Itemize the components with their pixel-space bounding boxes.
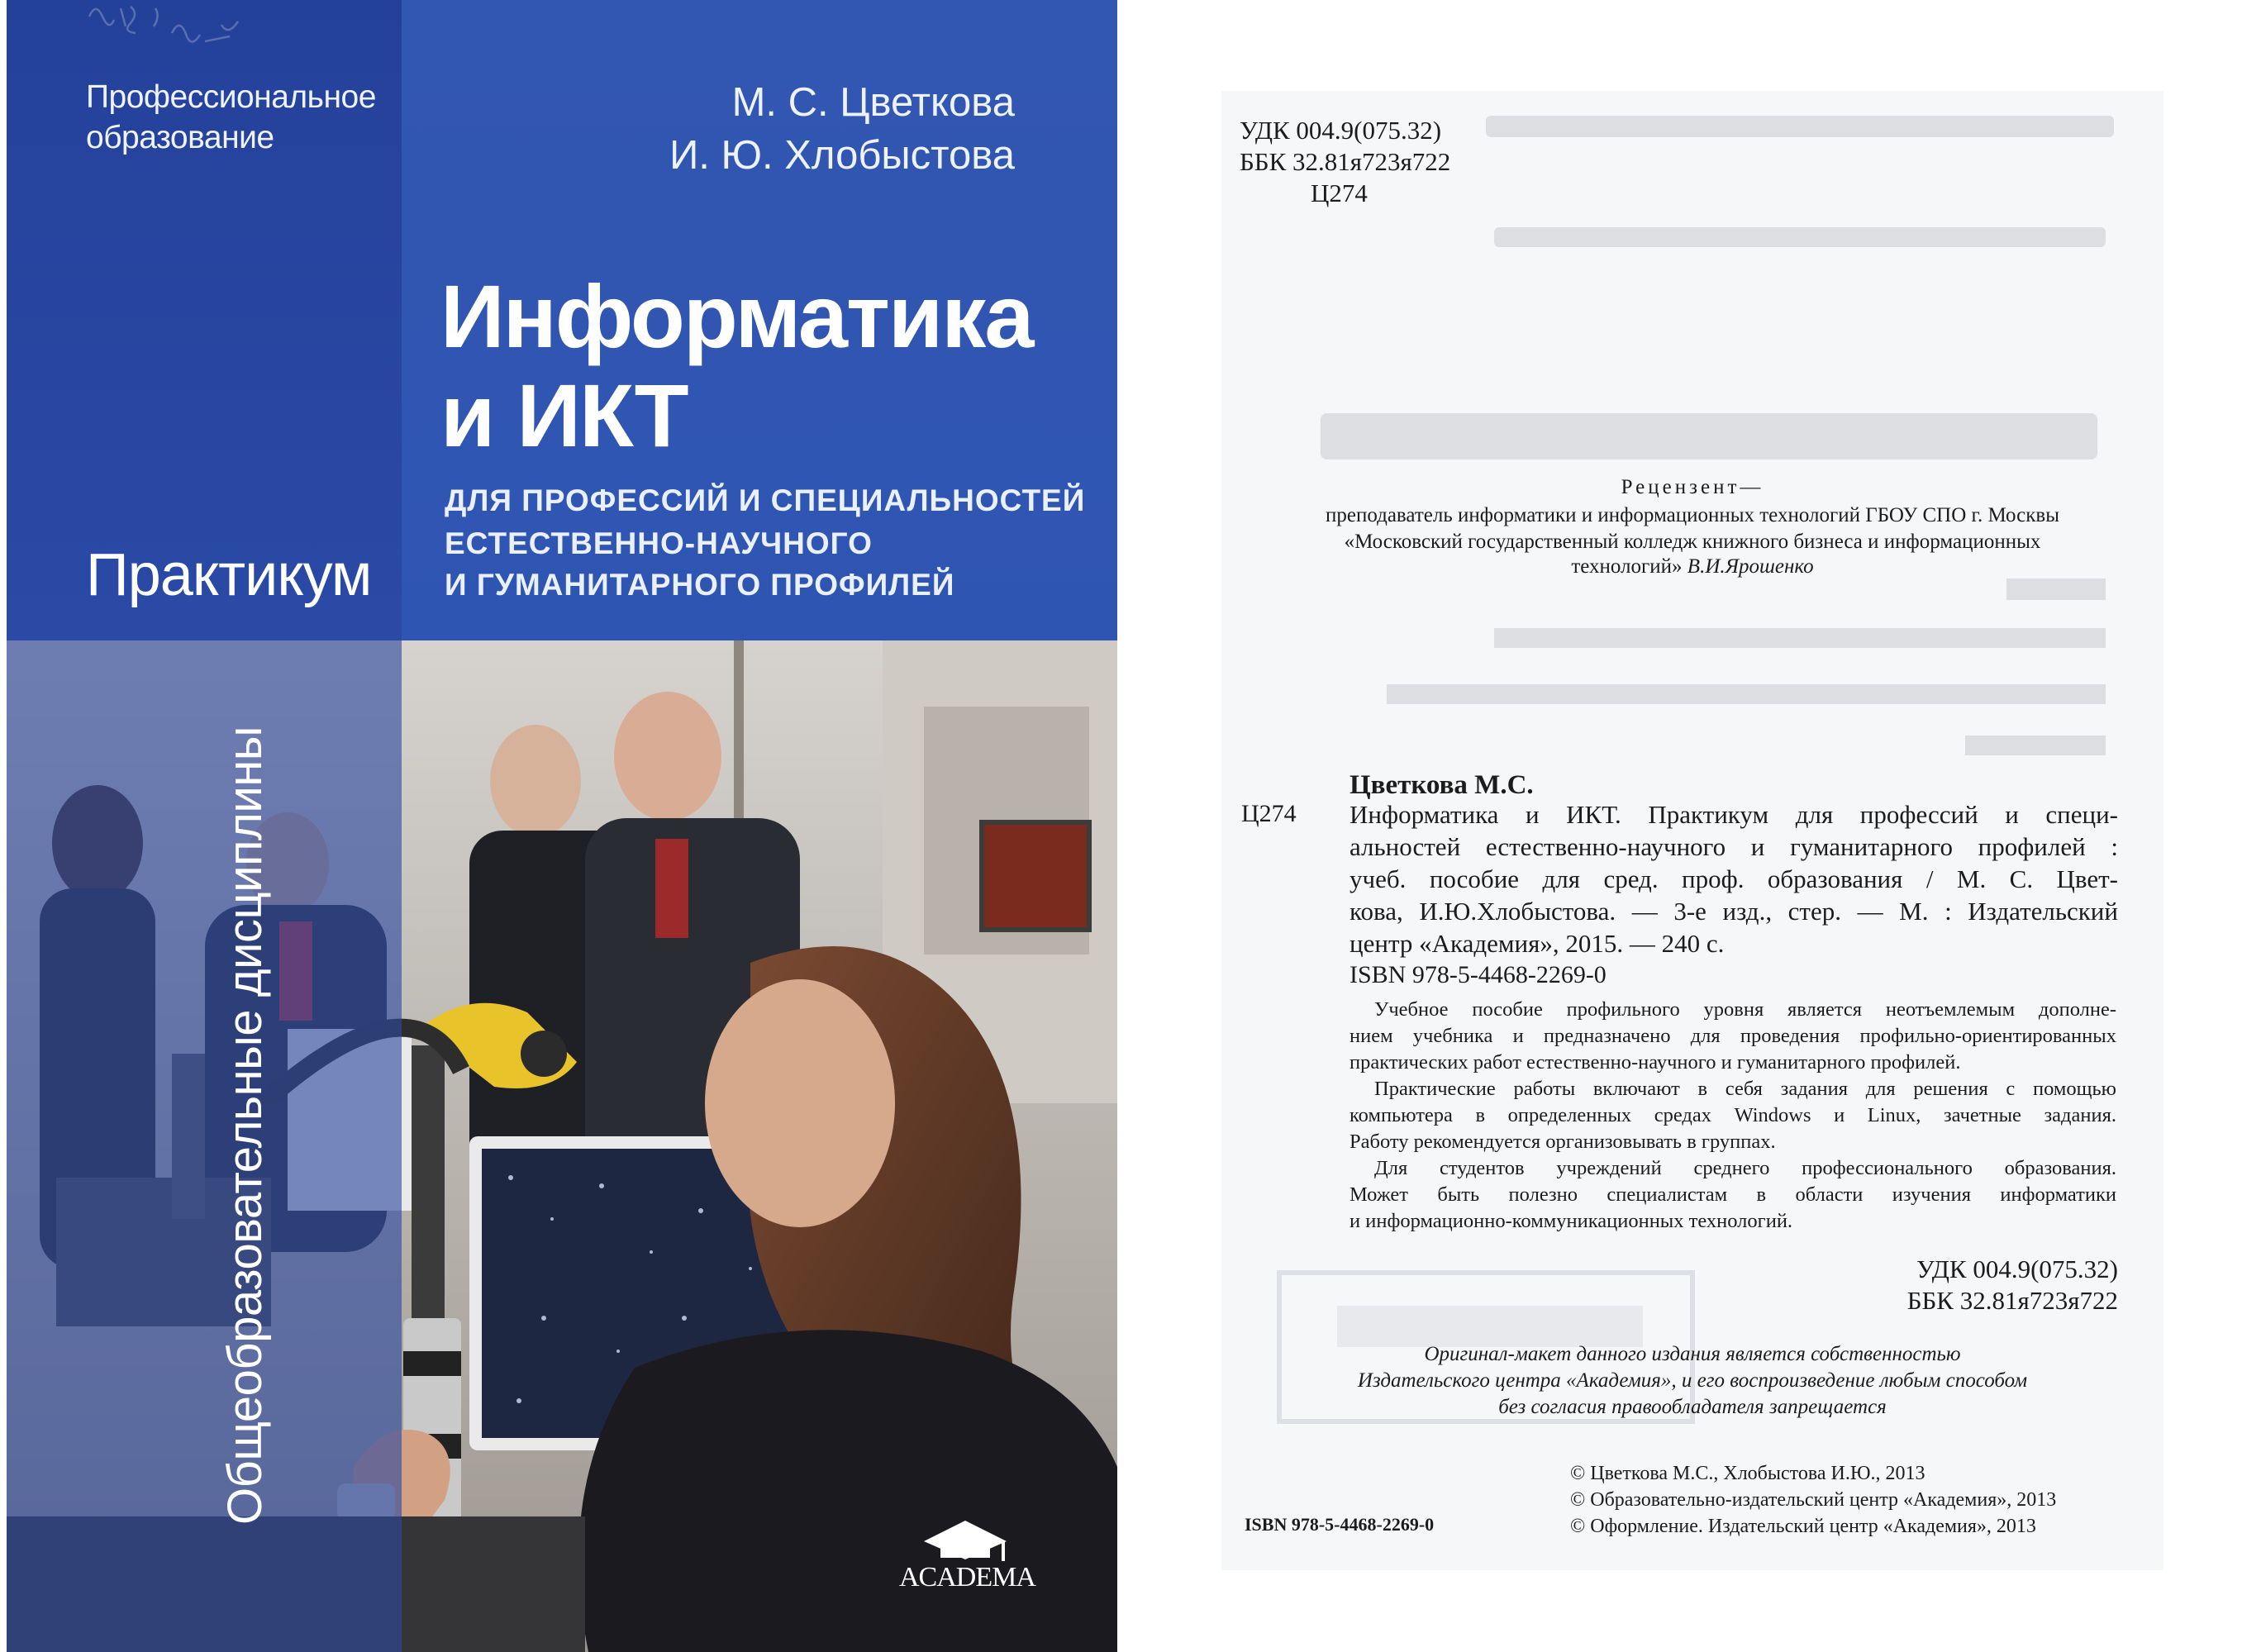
- cover-author-1: М. С. Цветкова: [731, 80, 1015, 125]
- annotation-line-5: компьютера в определенных средах Windows и Linux, зачетные задания.: [1349, 1104, 2116, 1126]
- udk-code-top: УДК 004.9(075.32): [1240, 116, 1442, 145]
- reviewer-institution-end: технологий»: [1571, 555, 1683, 578]
- bibliographic-line-4: кова, И.Ю.Хлобыстова. — 3-е изд., стер. — М. : Издательский: [1349, 897, 2118, 926]
- cover-subtitle-line1: ДЛЯ ПРОФЕССИЙ И СПЕЦИАЛЬНОСТЕЙ: [445, 483, 1086, 517]
- bibliographic-line-3: учеб. пособие для сред. проф. образования / М. С. Цвет-: [1349, 864, 2118, 893]
- handwritten-shelf-mark: [81, 0, 263, 74]
- isbn-mid: ISBN 978-5-4468-2269-0: [1349, 961, 1607, 988]
- annotation-line-3: практических работ естественно-научного и гуманитарного профилей.: [1349, 1051, 1961, 1074]
- rights-notice-line-1: Оригинал-макет данного издания является собственностью: [1424, 1343, 1961, 1365]
- cover-author-2: И. Ю. Хлобыстова: [669, 133, 1015, 178]
- annotation-line-4: Практические работы включают в себя задания для решения с помощью: [1374, 1078, 2116, 1100]
- annotation-line-6: Работу рекомендуется организовывать в группах.: [1349, 1131, 1776, 1153]
- reviewer-heading: Рецензент—: [1621, 476, 1764, 498]
- cover-subtitle-line2: ЕСТЕСТВЕННО-НАУЧНОГО: [445, 526, 873, 560]
- copyright-line-2: © Образовательно-издательский центр «Академия», 2013: [1570, 1489, 2057, 1511]
- author-mark-top: Ц274: [1311, 179, 1368, 207]
- mortarboard-logo-icon: [916, 1516, 1015, 1566]
- udk-code-bottom: УДК 004.9(075.32): [1916, 1254, 2118, 1283]
- rights-notice-line-2: Издательского центра «Академия», и его воспроизведение любым способом: [1357, 1369, 2028, 1392]
- book-cover: [7, 0, 1117, 1652]
- bibliographic-line-1: Информатика и ИКТ. Практикум для профессий и специ-: [1349, 800, 2118, 829]
- catalog-author-heading: Цветкова М.С.: [1349, 770, 1534, 800]
- annotation-line-7: Для студентов учреждений среднего профессионального образования.: [1374, 1157, 2116, 1179]
- publisher-logo-text: ACADEMA: [899, 1562, 1035, 1592]
- cover-photo: [7, 640, 1117, 1652]
- annotation-line-9: и информационно-коммуникационных технологий.: [1349, 1210, 1793, 1232]
- reviewer-line-2: «Московский государственный колледж книжного бизнеса и информационных: [1344, 531, 2041, 553]
- reviewer-line-1: преподаватель информатики и информационных технологий ГБОУ СПО г. Москвы: [1325, 504, 2060, 526]
- series-label: Профессиональное: [86, 79, 376, 115]
- reviewer-line-3: [1221, 555, 2163, 578]
- copyright-line-1: © Цветкова М.С., Хлобыстова И.Ю., 2013: [1570, 1463, 1925, 1484]
- cover-strip-overlay: [7, 640, 402, 1652]
- imprint-page: [1221, 91, 2163, 1570]
- bbk-code-bottom: ББК 32.81я723я722: [1906, 1286, 2118, 1315]
- bbk-code-top: ББК 32.81я723я722: [1240, 147, 1451, 176]
- cover-book-type: Практикум: [86, 542, 372, 608]
- cover-title-line2: и ИКТ: [440, 365, 688, 465]
- copyright-line-3: © Оформление. Издательский центр «Академия», 2013: [1570, 1516, 2036, 1537]
- cover-vertical-category: Общеобразовательные дисциплины: [218, 726, 272, 1525]
- isbn-bottom: ISBN 978-5-4468-2269-0: [1245, 1514, 1435, 1535]
- reviewer-name: В.И.Ярошенко: [1687, 555, 1814, 578]
- annotation-line-2: нием учебника и предназначено для проведения профильно-ориентированных: [1349, 1025, 2116, 1047]
- cover-subtitle-line3: И ГУМАНИТАРНОГО ПРОФИЛЕЙ: [445, 568, 955, 602]
- series-label-line2: образование: [86, 120, 274, 155]
- bibliographic-line-5: центр «Академия», 2015. — 240 с.: [1349, 929, 1725, 958]
- annotation-line-8: Может быть полезно специалистам в области изучения информатики: [1349, 1183, 2116, 1206]
- bibliographic-line-2: альностей естественно-научного и гуманитарного профилей :: [1349, 832, 2118, 861]
- rights-notice-line-3: без согласия правообладателя запрещается: [1498, 1396, 1887, 1418]
- author-mark-mid: Ц274: [1241, 800, 1297, 827]
- annotation-line-1: Учебное пособие профильного уровня является неотъемлемым дополне-: [1374, 998, 2116, 1021]
- cover-title: Информатика: [440, 266, 1033, 366]
